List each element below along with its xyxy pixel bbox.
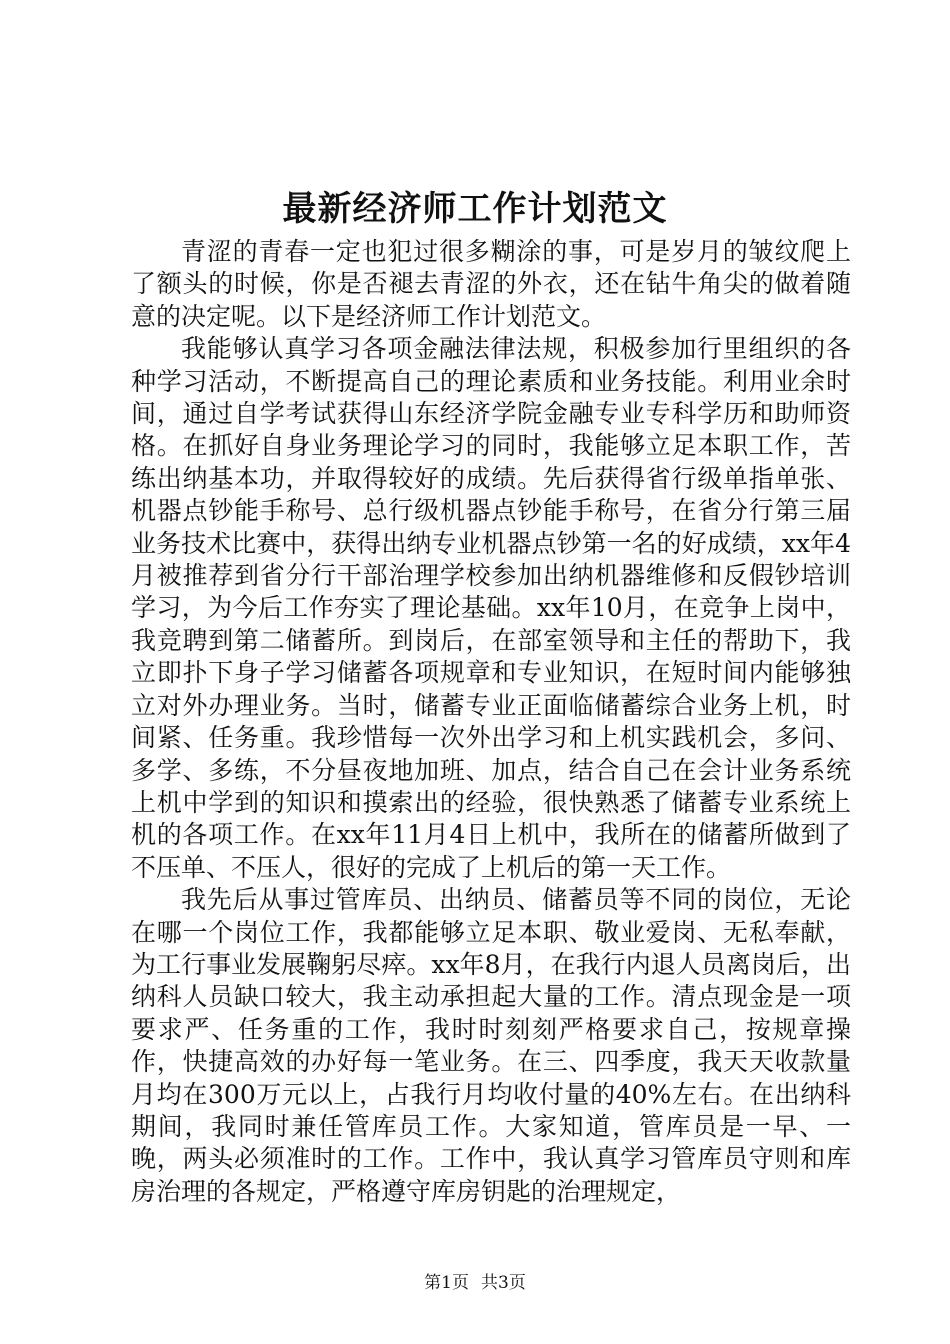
paragraph-study-and-work: 我能够认真学习各项金融法律法规，积极参加行里组织的各种学习活动，不断提高自己的理论素质和业务技能。利用业余时间，通过自学考试获得山东经济学院金融专业专科学历和助师资格。在抓好自身业务理论学习的同时，我能够立足本职工作，苦练出纳基本功，并取得较好的成绩。先后获得省行级单指单张、机器点钞能手称号、总行级机器点钞能手称号，在省分行第三届业务技术比赛中，获得出纳专业机器点钞第一名的好成绩，xx年4月被推荐到省分行干部治理学校参加出纳机器维修和反假钞培训学习，为今后工作夯实了理论基础。xx年10月，在竞争上岗中，我竞聘到第二储蓄所。到岗后，在部室领导和主任的帮助下，我立即扑下身子学习储蓄各项规章和专业知识，在短时间内能够独立对外办理业务。当时，储蓄专业正面临储蓄综合业务上机，时间紧、任务重。我珍惜每一次外出学习和上机实践机会，多问、多学、多练，不分昼夜地加班、加点，结合自己在会计业务系统上机中学到的知识和摸索出的经验，很快熟悉了储蓄专业系统上机的各项工作。在xx年11月4日上机中，我所在的储蓄所做到了不压单、不压人，很好的完成了上机后的第一天工作。 — [131, 334, 851, 882]
paragraph-positions: 我先后从事过管库员、出纳员、储蓄员等不同的岗位，无论在哪一个岗位工作，我都能够立足本职、敬业爱岗、无私奉献，为工行事业发展鞠躬尽瘁。xx年8月，在我行内退人员离岗后，出纳科人员缺口较大，我主动承担起大量的工作。清点现金是一项要求严、任务重的工作，我时时刻刻严格要求自己，按规章操作，快捷高效的办好每一笔业务。在三、四季度，我天天收款量月均在300万元以上，占我行月均收付量的40%左右。在出纳科期间，我同时兼任管库员工作。大家知道，管库员是一早、一晚，两头必须准时的工作。工作中，我认真学习管库员守则和库房治理的各规定，严格遵守库房钥匙的治理规定， — [131, 885, 851, 1206]
page-total: 共3页 — [481, 1273, 526, 1293]
page-footer — [0, 1271, 950, 1295]
document-title: 最新经济师工作计划范文 — [282, 189, 668, 229]
document-body — [131, 236, 851, 1208]
paragraph-intro: 青涩的青春一定也犯过很多糊涂的事，可是岁月的皱纹爬上了额头的时候，你是否褪去青涩的外衣，还在钻牛角尖的做着随意的决定呢。以下是经济师工作计划范文。 — [131, 237, 851, 331]
page-number: 第1页 — [424, 1273, 469, 1293]
